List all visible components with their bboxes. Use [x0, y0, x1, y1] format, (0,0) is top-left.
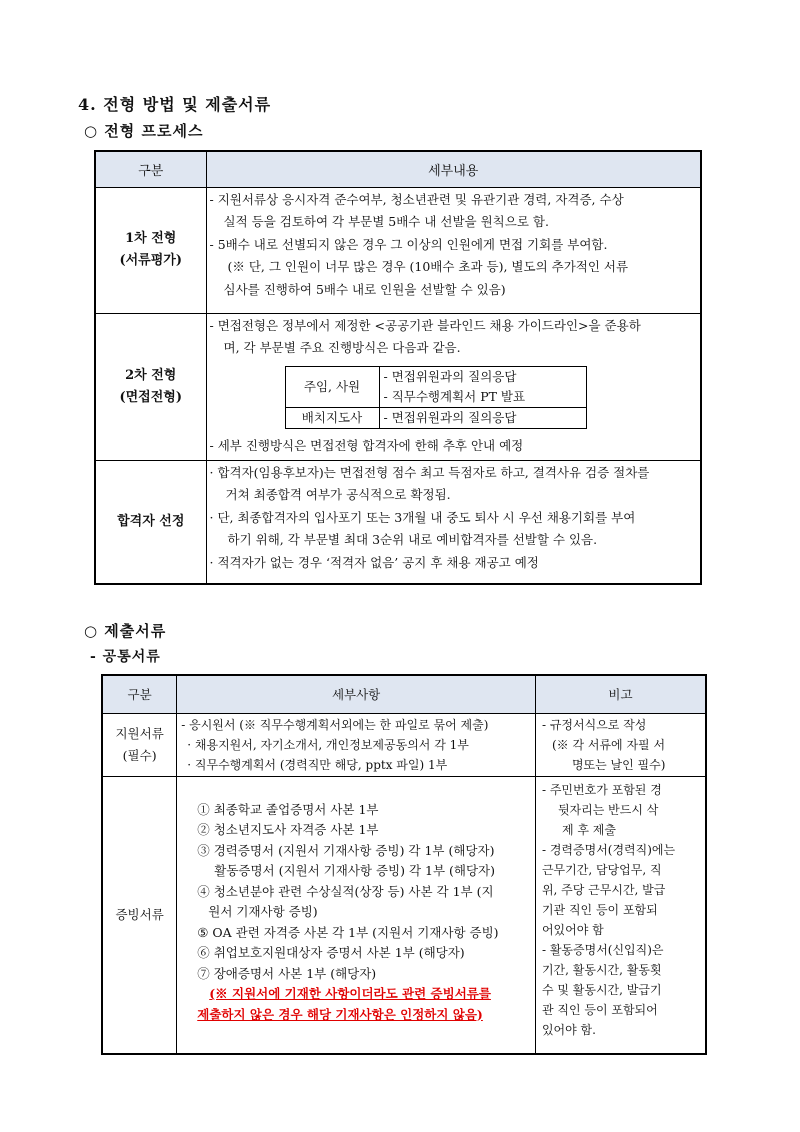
list-item: ⑤ OA 관련 자격증 사본 각 1부 (지원서 기재사항 증빙)	[197, 924, 499, 940]
warning-line: 제출하지 않은 경우 해당 기재사항은 인정하지 않음)	[197, 1006, 483, 1022]
note-line: - 활동증명서(신입직)은	[541, 942, 664, 957]
process-table	[94, 150, 702, 585]
note-line: 위, 주당 근무시간, 발급	[541, 882, 666, 897]
inner-item: - 면접위원과의 질의응답	[379, 407, 586, 428]
category-line: 2차 전형	[125, 367, 177, 383]
inner-label-staff: 주임, 사원	[285, 366, 379, 407]
note-line: 어있어야 함	[541, 922, 604, 937]
inner-item: - 직무수행계획서 PT 발표	[383, 388, 526, 404]
detail-line: · 채용지원서, 자기소개서, 개인정보제공동의서 각 1부	[187, 737, 469, 752]
note-line: 제 후 제출	[561, 822, 616, 837]
process-row-selection	[95, 460, 701, 584]
category-line: (서류평가)	[119, 253, 183, 268]
docs-header-detail: 세부사항	[177, 675, 536, 713]
note-line: 뒷자리는 반드시 삭	[557, 802, 659, 817]
category-line: (면접전형)	[119, 389, 183, 405]
note-line: - 경력증명서(경력직)에는	[541, 842, 676, 857]
note-line: 근무기간, 담당업무, 직	[541, 862, 662, 877]
category-line: 지원서류	[115, 725, 164, 741]
section-heading: 4. 전형 방법 및 제출서류	[78, 95, 272, 114]
docs-detail-2	[177, 776, 536, 1054]
detail-line: (※ 단, 그 인원이 너무 많은 경우 (10배수 초과 등), 별도의 추가적인 서류	[227, 259, 629, 274]
docs-heading: ○ 제출서류	[84, 622, 167, 640]
common-docs-heading: - 공통서류	[90, 649, 161, 665]
detail-line: - 5배수 내로 선별되지 않은 경우 그 이상의 인원에게 면접 기회를 부여함.	[209, 236, 608, 252]
process-heading: ○ 전형 프로세스	[84, 122, 204, 140]
interview-method-table	[285, 366, 587, 429]
category-line: (필수)	[122, 747, 157, 763]
docs-category-1	[102, 713, 177, 776]
detail-line: 거쳐 최종합격 여부가 공식적으로 확정됨.	[225, 487, 451, 502]
process-header-detail: 세부내용	[206, 151, 701, 187]
process-header-category: 구분	[95, 151, 206, 187]
note-line: 수 및 활동시간, 발급기	[541, 982, 662, 997]
list-item: ⑦ 장애증명서 사본 1부 (해당자)	[197, 965, 377, 981]
detail-line: - 세부 진행방식은 면접전형 합격자에 한해 추후 안내 예정	[209, 437, 524, 453]
process-detail-2	[206, 313, 701, 460]
detail-line: - 면접전형은 정부에서 제정한 <공공기관 블라인드 채용 가이드라인>을 준용하	[209, 317, 641, 333]
category-line: 1차 전형	[125, 231, 177, 246]
process-detail-3	[206, 460, 701, 584]
detail-line: · 직무수행계획서 (경력직만 해당, pptx 파일) 1부	[187, 757, 448, 772]
note-line: (※ 각 서류에 자필 서	[551, 737, 666, 752]
process-row-document	[95, 187, 701, 313]
note-line: 관 직인 등이 포함되어	[541, 1002, 658, 1017]
process-detail-1	[206, 187, 701, 313]
detail-line: · 합격자(임용후보자)는 면접전형 점수 최고 득점자로 하고, 결격사유 검증 절차를	[209, 464, 650, 480]
process-row-interview	[95, 313, 701, 460]
list-item: ⑥ 취업보호지원대상자 증명서 사본 1부 (해당자)	[197, 945, 465, 960]
inner-label-mentor: 배치지도사	[285, 407, 379, 428]
category-line: 합격자 선정	[117, 513, 185, 529]
process-category-1	[95, 187, 206, 313]
docs-detail-1	[177, 713, 536, 776]
detail-line: · 적격자가 없는 경우 ‘적격자 없음’ 공지 후 채용 재공고 예정	[209, 554, 539, 570]
detail-line: 실적 등을 검토하여 각 부문별 5배수 내 선발을 원칙으로 함.	[223, 214, 549, 229]
inner-items-staff	[379, 366, 586, 407]
detail-line: - 지원서류상 응시자격 준수여부, 청소년관련 및 유관기관 경력, 자격증, 수상	[209, 191, 624, 207]
docs-header-category: 구분	[102, 675, 177, 713]
docs-category-2: 증빙서류	[102, 776, 177, 1054]
detail-line: 심사를 진행하여 5배수 내로 인원을 선발할 수 있음)	[223, 281, 506, 297]
detail-line: 하기 위해, 각 부문별 최대 3순위 내로 예비합격자를 선발할 수 있음.	[227, 532, 598, 547]
list-item: 원서 기재사항 증빙)	[208, 904, 318, 919]
inner-item: - 면접위원과의 질의응답	[383, 368, 517, 384]
process-category-2	[95, 313, 206, 460]
note-line: 기간, 활동시간, 활동횟	[541, 962, 662, 977]
process-category-3	[95, 460, 206, 584]
docs-note-2	[535, 776, 706, 1054]
list-item: ④ 청소년분야 관련 수상실적(상장 등) 사본 각 1부 (지	[197, 883, 494, 899]
note-line: 명또는 날인 필수)	[571, 757, 666, 772]
docs-row-evidence	[102, 776, 706, 1054]
docs-note-1	[535, 713, 706, 776]
docs-row-application	[102, 713, 706, 776]
docs-table	[101, 674, 707, 1055]
list-item: ① 최종학교 졸업증명서 사본 1부	[197, 801, 379, 817]
docs-header-note: 비고	[535, 675, 706, 713]
note-line: 기관 직인 등이 포함되	[541, 902, 658, 917]
detail-line: · 단, 최종합격자의 입사포기 또는 3개월 내 중도 퇴사 시 우선 채용기회를 부여	[209, 509, 636, 525]
detail-line: - 응시원서 (※ 직무수행계획서외에는 한 파일로 묶어 제출)	[181, 717, 489, 732]
warning-line: (※ 지원서에 기재한 사항이더라도 관련 증빙서류를	[209, 986, 491, 1001]
note-line: - 규정서식으로 작성	[541, 717, 647, 732]
detail-line: 며, 각 부문별 주요 진행방식은 다음과 같음.	[223, 340, 461, 355]
note-line: - 주민번호가 포함된 경	[541, 782, 662, 797]
note-line: 있어야 함.	[541, 1022, 596, 1037]
list-item: 활동증명서 (지원서 기재사항 증빙) 각 1부 (해당자)	[214, 863, 495, 878]
list-item: ② 청소년지도사 자격증 사본 1부	[197, 822, 379, 837]
list-item: ③ 경력증명서 (지원서 기재사항 증빙) 각 1부 (해당자)	[197, 842, 495, 858]
